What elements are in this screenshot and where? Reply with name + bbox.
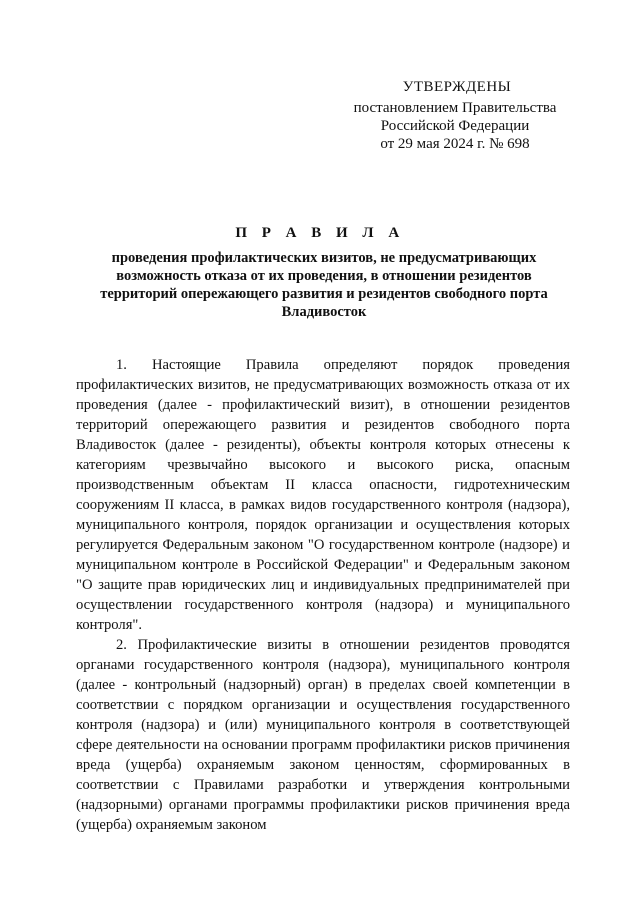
- approval-date-number: от 29 мая 2024 г. № 698: [380, 136, 530, 152]
- document-body: [76, 355, 570, 835]
- approval-block: [300, 78, 610, 153]
- approval-line: Российской Федерации: [380, 118, 530, 134]
- document-subtitle: проведения профилактических визитов, не предусматривающих возможность отказа от их проведения, в отношении резидентов территорий опережающего развития и резидентов свободного порта Владивосток: [100, 250, 548, 320]
- approval-stamp: УТВЕРЖДЕНЫ: [402, 79, 512, 95]
- paragraph: 2. Профилактические визиты в отношении резидентов проводятся органами государственного контроля (надзора), муниципального контроля (далее - контрольный (надзорный) орган) в пределах своей компетенции в соответствии с порядком организации и осуществления государственного контроля (надзора) и (или) муниципального контроля в соответствующей сфере деятельности на основании программ профилактики рисков причинения вреда (ущерба) охраняемым законом ценностям, сформированных в соответствии с Правилами разработки и утверждения контрольными (надзорными) органами программы профилактики рисков причинения вреда (ущерба) охраняемым законом: [76, 637, 570, 833]
- approval-line: постановлением Правительства: [353, 100, 557, 116]
- paragraph: 1. Настоящие Правила определяют порядок проведения профилактических визитов, не предусматривающих возможность отказа от их проведения (далее - профилактический визит), в отношении резидентов территорий опережающего развития и резидентов свободного порта Владивосток (далее - резиденты), объекты контроля которых отнесены к категориям чрезвычайно высокого и высокого риска, опасным производственным объектам II класса опасности, гидротехническим сооружениям II класса, в рамках видов государственного контроля (надзора), муниципального контроля, порядок организации и осуществления которых регулируется Федеральным законом "О государственном контроле (надзоре) и муниципальном контроле в Российской Федерации" и Федеральным законом "О защите прав юридических лиц и индивидуальных предпринимателей при осуществлении государственного контроля (надзора) и муниципального контроля".: [76, 357, 570, 633]
- document-title: П Р А В И Л А: [235, 225, 405, 241]
